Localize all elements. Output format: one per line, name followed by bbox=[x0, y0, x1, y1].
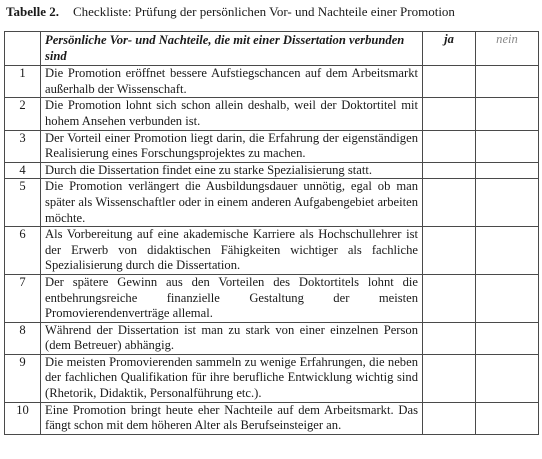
no-checkbox-cell[interactable] bbox=[476, 354, 539, 402]
table-row bbox=[5, 162, 539, 179]
yes-checkbox-cell[interactable] bbox=[423, 354, 476, 402]
no-checkbox-cell[interactable] bbox=[476, 66, 539, 98]
table-caption bbox=[6, 3, 538, 21]
row-statement: Als Vorbereitung auf eine akademische Karriere als Hochschullehrer ist der Erwerb von didaktischen Fähigkeiten wichtiger als fachliche Spezialisierung durch die Dissertation. bbox=[41, 227, 423, 275]
caption-title: Checkliste: Prüfung der persönlichen Vor- und Nachteile einer Promotion bbox=[72, 4, 455, 19]
table-row bbox=[5, 227, 539, 275]
row-number: 10 bbox=[5, 402, 41, 434]
yes-checkbox-cell[interactable] bbox=[423, 274, 476, 322]
yes-checkbox-cell[interactable] bbox=[423, 179, 476, 227]
row-statement: Die meisten Promovierenden sammeln zu wenige Erfahrungen, die neben der fachlichen Qualifikation für ihre berufliche Entwicklung wichtig sind (Rhetorik, Didaktik, Personalführung etc.). bbox=[41, 354, 423, 402]
header-statement: Persönliche Vor- und Nachteile, die mit einer Dissertation verbunden sind bbox=[41, 32, 423, 66]
row-number: 7 bbox=[5, 274, 41, 322]
row-statement: Der Vorteil einer Promotion liegt darin, die Erfahrung der eigenständigen Realisierung eines Forschungsprojektes zu machen. bbox=[41, 130, 423, 162]
row-statement: Während der Dissertation ist man zu stark von einer einzelnen Person (dem Betreuer) abhängig. bbox=[41, 322, 423, 354]
row-statement: Die Promotion lohnt sich schon allein deshalb, weil der Doktortitel mit hohem Ansehen verbunden ist. bbox=[41, 98, 423, 130]
no-checkbox-cell[interactable] bbox=[476, 274, 539, 322]
table-row bbox=[5, 179, 539, 227]
no-checkbox-cell[interactable] bbox=[476, 179, 539, 227]
header-no: nein bbox=[476, 32, 539, 66]
table-row bbox=[5, 402, 539, 434]
row-statement: Eine Promotion bringt heute eher Nachteile auf dem Arbeitsmarkt. Das fängt schon mit dem höheren Alter als Berufseinsteiger an. bbox=[41, 402, 423, 434]
no-checkbox-cell[interactable] bbox=[476, 98, 539, 130]
yes-checkbox-cell[interactable] bbox=[423, 227, 476, 275]
header-yes: ja bbox=[423, 32, 476, 66]
row-statement: Durch die Dissertation findet eine zu starke Spezialisierung statt. bbox=[41, 162, 423, 179]
row-number: 1 bbox=[5, 66, 41, 98]
row-statement: Der spätere Gewinn aus den Vorteilen des Doktortitels lohnt die entbehrungsreiche finanzielle Gestaltung der meisten Promovierendenverträge allemal. bbox=[41, 274, 423, 322]
row-statement: Die Promotion eröffnet bessere Aufstiegschancen auf dem Arbeitsmarkt außerhalb der Wissenschaft. bbox=[41, 66, 423, 98]
checklist-table bbox=[4, 31, 539, 435]
yes-checkbox-cell[interactable] bbox=[423, 130, 476, 162]
yes-checkbox-cell[interactable] bbox=[423, 98, 476, 130]
no-checkbox-cell[interactable] bbox=[476, 162, 539, 179]
yes-checkbox-cell[interactable] bbox=[423, 322, 476, 354]
row-number: 8 bbox=[5, 322, 41, 354]
yes-checkbox-cell[interactable] bbox=[423, 162, 476, 179]
table-row bbox=[5, 274, 539, 322]
row-number: 6 bbox=[5, 227, 41, 275]
row-number: 2 bbox=[5, 98, 41, 130]
no-checkbox-cell[interactable] bbox=[476, 130, 539, 162]
no-checkbox-cell[interactable] bbox=[476, 227, 539, 275]
yes-checkbox-cell[interactable] bbox=[423, 66, 476, 98]
caption-label: Tabelle 2. bbox=[6, 4, 59, 19]
row-statement: Die Promotion verlängert die Ausbildungsdauer unnötig, egal ob man später als Wissenschaftler oder in einem anderen Aufgabengebiet arbeiten möchte. bbox=[41, 179, 423, 227]
header-row bbox=[5, 32, 539, 66]
row-number: 4 bbox=[5, 162, 41, 179]
yes-checkbox-cell[interactable] bbox=[423, 402, 476, 434]
table-row bbox=[5, 354, 539, 402]
table-row bbox=[5, 98, 539, 130]
table-row bbox=[5, 130, 539, 162]
row-number: 5 bbox=[5, 179, 41, 227]
no-checkbox-cell[interactable] bbox=[476, 402, 539, 434]
row-number: 3 bbox=[5, 130, 41, 162]
header-number-cell bbox=[5, 32, 41, 66]
row-number: 9 bbox=[5, 354, 41, 402]
no-checkbox-cell[interactable] bbox=[476, 322, 539, 354]
table-row bbox=[5, 66, 539, 98]
table-row bbox=[5, 322, 539, 354]
